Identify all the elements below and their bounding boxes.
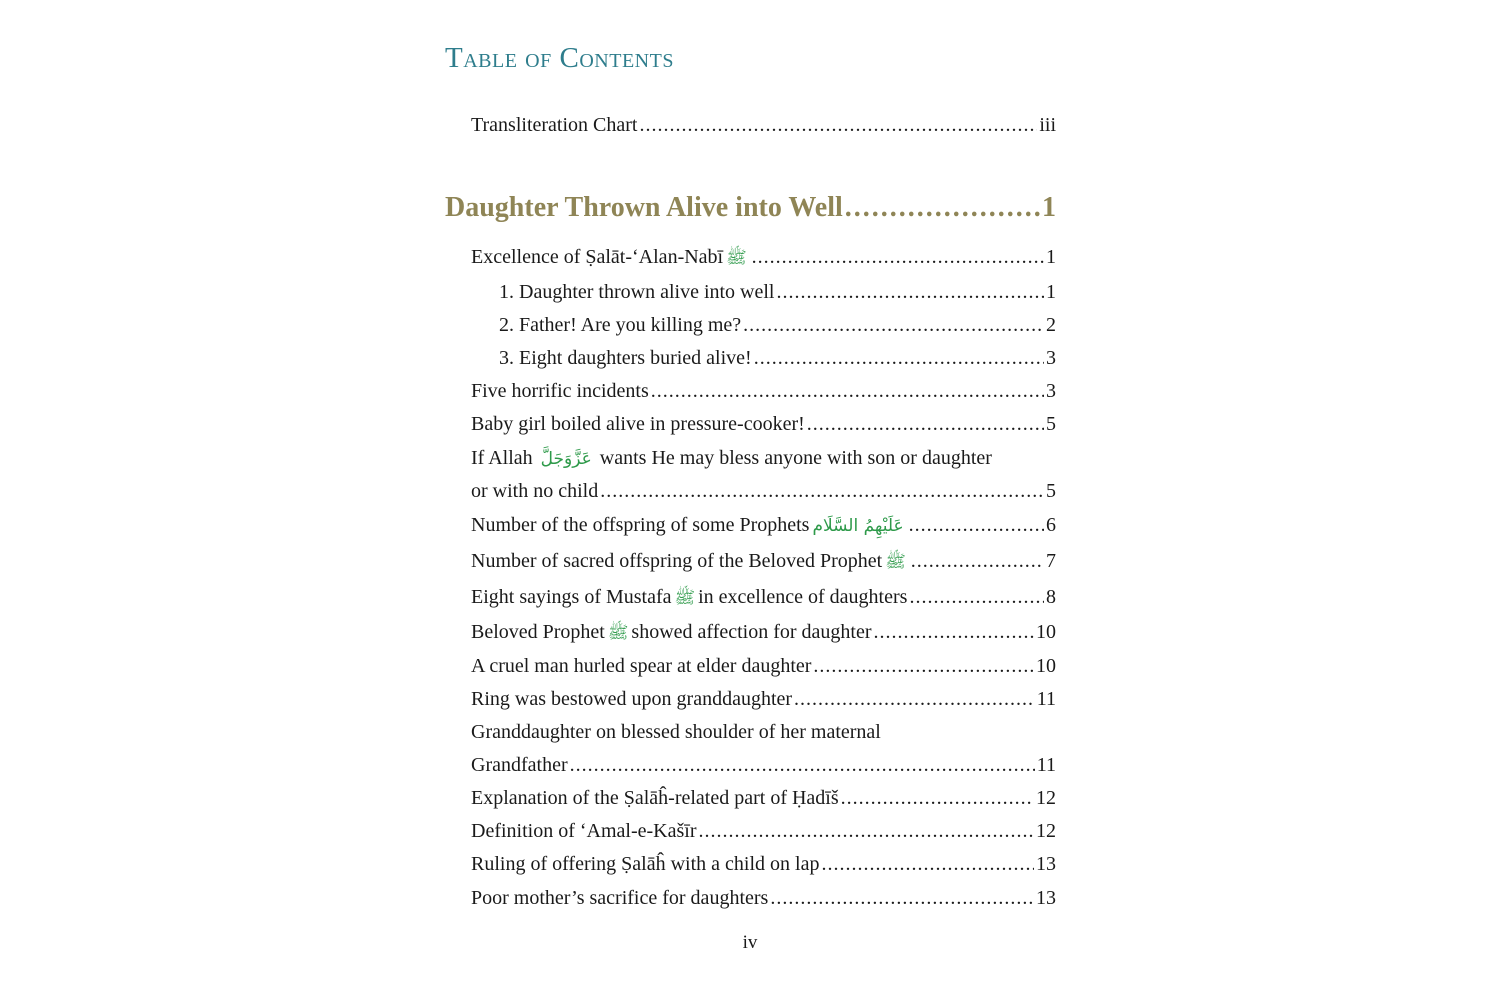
entry-page: 13	[1036, 887, 1056, 909]
toc-entry-line1[interactable]	[471, 718, 881, 746]
leader-dots	[794, 685, 1035, 713]
entry-label: or with no child	[471, 480, 599, 502]
toc-title: Table of Contents	[445, 42, 674, 74]
toc-subentry[interactable]	[499, 278, 1056, 306]
toc-entry[interactable]	[471, 547, 1056, 575]
entry-label: Poor mother’s sacrifice for daughters	[471, 887, 769, 909]
leader-dots	[770, 884, 1034, 912]
entry-label: 3. Eight daughters buried alive!	[499, 347, 752, 369]
entry-page: 11	[1036, 688, 1056, 710]
toc-entry[interactable]	[471, 618, 1056, 646]
leader-dots	[807, 410, 1044, 438]
leader-dots	[909, 511, 1044, 539]
leader-dots	[743, 311, 1044, 339]
entry-label: Baby girl boiled alive in pressure-cooker!	[471, 413, 805, 435]
leader-dots	[639, 111, 1037, 139]
salla-honorific-icon: ﷺ	[726, 248, 747, 268]
toc-subentry[interactable]	[499, 311, 1056, 339]
toc-entry[interactable]	[471, 685, 1056, 713]
toc-entry-line2[interactable]	[471, 751, 1056, 779]
toc-entry[interactable]	[471, 410, 1056, 438]
chapter-label: Daughter Thrown Alive into Well	[445, 192, 843, 223]
entry-label: 2. Father! Are you killing me?	[499, 314, 742, 336]
entry-label: If Allah	[471, 447, 533, 469]
entry-label: 1. Daughter thrown alive into well	[499, 281, 775, 303]
entry-page: 5	[1046, 413, 1056, 435]
entry-page: 11	[1036, 754, 1056, 776]
entry-label: Beloved Prophet	[471, 621, 605, 643]
entry-label-continued: showed affection for daughter	[631, 621, 872, 643]
leader-dots	[845, 190, 1040, 226]
entry-page: 7	[1046, 550, 1056, 572]
leader-dots	[909, 583, 1044, 611]
leader-dots	[651, 377, 1044, 405]
leader-dots	[777, 278, 1045, 306]
toc-entry-transliteration[interactable]	[471, 111, 1056, 139]
toc-entry[interactable]	[471, 784, 1056, 812]
entry-label: Number of sacred offspring of the Beloved Prophet	[471, 550, 883, 572]
page-number: iv	[742, 932, 758, 953]
salla-honorific-icon: ﷺ	[607, 623, 629, 643]
entry-page: 6	[1046, 514, 1056, 536]
entry-label-continued: in excellence of daughters	[698, 586, 908, 608]
entry-page: 13	[1036, 853, 1056, 875]
entry-label: A cruel man hurled spear at elder daughter	[471, 655, 812, 677]
alayhim-salam-honorific-icon: عَلَيْهِمُ السَّلَام	[812, 516, 904, 536]
leader-dots	[570, 751, 1035, 779]
entry-label-continued: wants He may bless anyone with son or daughter	[599, 447, 992, 469]
entry-label: Number of the offspring of some Prophets	[471, 514, 810, 536]
toc-entry[interactable]	[471, 652, 1056, 680]
leader-dots	[874, 618, 1034, 646]
entry-label: Ring was bestowed upon granddaughter	[471, 688, 793, 710]
entry-page: 3	[1046, 380, 1056, 402]
entry-label: Explanation of the Ṣalāĥ-related part of Ḥadīš	[471, 787, 839, 809]
entry-label: Eight sayings of Mustafa	[471, 586, 672, 608]
salla-honorific-icon: ﷺ	[674, 588, 696, 608]
leader-dots	[911, 547, 1044, 575]
entry-label: Granddaughter on blessed shoulder of her maternal	[471, 721, 881, 743]
entry-page: 5	[1046, 480, 1056, 502]
leader-dots	[600, 477, 1044, 505]
entry-label: Transliteration Chart	[471, 114, 638, 136]
entry-label: Five horrific incidents	[471, 380, 649, 402]
leader-dots	[698, 817, 1034, 845]
entry-label: Grandfather	[471, 754, 568, 776]
leader-dots	[754, 344, 1044, 372]
azza-wa-jalla-honorific-icon: عَزَّوَجَلَّ	[540, 449, 592, 469]
entry-page: 1	[1046, 246, 1056, 268]
leader-dots	[841, 784, 1034, 812]
toc-entry[interactable]	[471, 583, 1056, 611]
toc-entry-line1[interactable]	[471, 444, 992, 473]
leader-dots	[821, 850, 1034, 878]
toc-entry[interactable]	[471, 511, 1056, 539]
toc-entry[interactable]	[471, 377, 1056, 405]
entry-page: iii	[1039, 114, 1056, 136]
toc-subentry[interactable]	[499, 344, 1056, 372]
entry-label: Definition of ‘Amal-e-Kašīr	[471, 820, 697, 842]
toc-entry[interactable]	[471, 850, 1056, 878]
entry-page: 10	[1036, 621, 1056, 643]
leader-dots	[813, 652, 1034, 680]
toc-entry-line2[interactable]	[471, 477, 1056, 505]
entry-page: 8	[1046, 586, 1056, 608]
entry-label: Excellence of Ṣalāt-‘Alan-Nabī	[471, 246, 724, 268]
entry-page: 10	[1036, 655, 1056, 677]
entry-page: 1	[1046, 281, 1056, 303]
chapter-page: 1	[1042, 192, 1056, 223]
entry-page: 12	[1036, 820, 1056, 842]
leader-dots	[752, 243, 1044, 271]
entry-page: 3	[1046, 347, 1056, 369]
chapter-heading[interactable]	[445, 190, 1056, 226]
toc-entry[interactable]	[471, 884, 1056, 912]
toc-entry[interactable]	[471, 817, 1056, 845]
toc-entry[interactable]	[471, 243, 1056, 271]
salla-honorific-icon: ﷺ	[885, 552, 906, 572]
entry-page: 12	[1036, 787, 1056, 809]
entry-page: 2	[1046, 314, 1056, 336]
entry-label: Ruling of offering Ṣalāĥ with a child on lap	[471, 853, 820, 875]
